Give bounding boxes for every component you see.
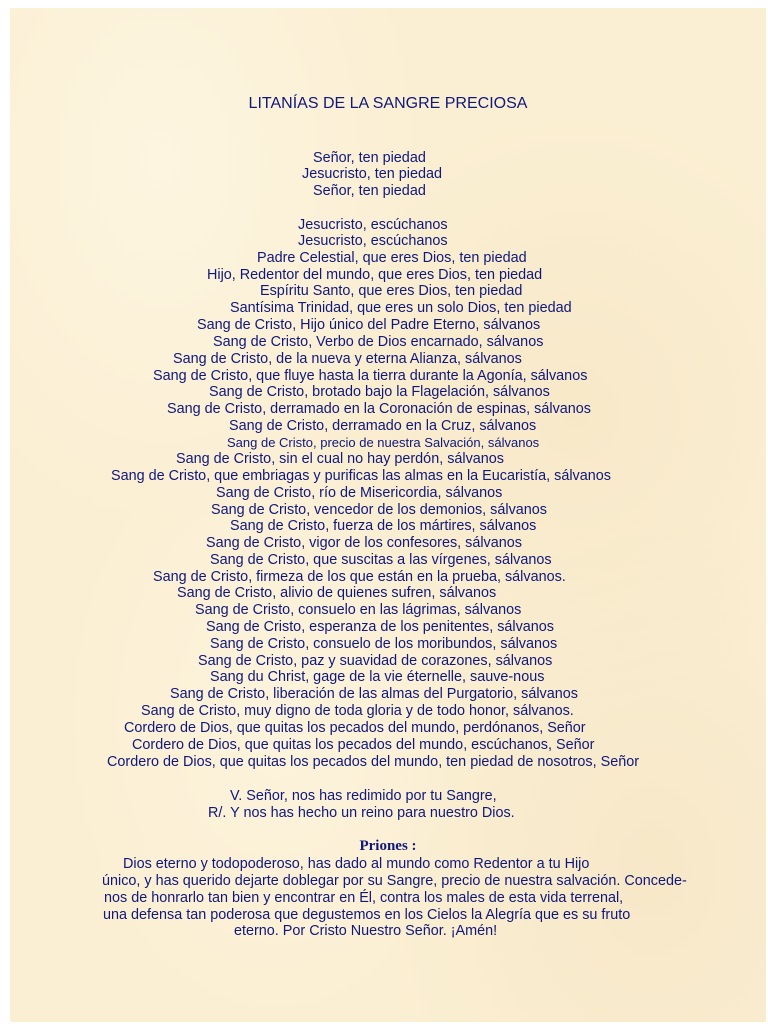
litany-line: Sang de Cristo, fuerza de los mártires, sálvanos bbox=[230, 518, 537, 534]
litany-line: Cordero de Dios, que quitas los pecados del mundo, perdónanos, Señor bbox=[124, 720, 586, 736]
litany-line: Sang de Cristo, muy digno de toda gloria y de todo honor, sálvanos. bbox=[141, 703, 574, 719]
litany-line: Sang de Cristo, alivio de quienes sufren, sálvanos bbox=[177, 585, 497, 601]
litany-line: Cordero de Dios, que quitas los pecados del mundo, ten piedad de nosotros, Señor bbox=[107, 754, 639, 770]
litany-line: Sang de Cristo, que embriagas y purificas las almas en la Eucaristía, sálvanos bbox=[111, 468, 611, 484]
litany-line: Sang de Cristo, firmeza de los que están en la prueba, sálvanos. bbox=[153, 569, 566, 585]
litany-line: Sang de Cristo, que fluye hasta la tierra durante la Agonía, sálvanos bbox=[153, 368, 588, 384]
litany-line: Señor, ten piedad bbox=[313, 150, 426, 166]
litany-line: Sang de Cristo, consuelo en las lágrimas, sálvanos bbox=[195, 602, 522, 618]
litany-line: Sang de Cristo, que suscitas a las vírgenes, sálvanos bbox=[210, 552, 552, 568]
litany-line: Sang de Cristo, precio de nuestra Salvación, sálvanos bbox=[227, 435, 540, 450]
prayer-heading: Priones : bbox=[359, 838, 417, 854]
litany-line: Padre Celestial, que eres Dios, ten piedad bbox=[257, 250, 527, 266]
prayer-line: eterno. Por Cristo Nuestro Señor. ¡Amén! bbox=[234, 923, 498, 939]
response-line: R/. Y nos has hecho un reino para nuestro Dios. bbox=[208, 805, 515, 821]
prayer-line: nos de honrarlo tan bien y encontrar en Él, contra los males de esta vida terrenal, bbox=[104, 890, 624, 906]
versicle-line: V. Señor, nos has redimido por tu Sangre, bbox=[230, 788, 497, 804]
document-title: LITANÍAS DE LA SANGRE PRECIOSA bbox=[248, 95, 528, 112]
litany-line: Jesucristo, escúchanos bbox=[298, 233, 448, 249]
litany-line: Santísima Trinidad, que eres un solo Dios, ten piedad bbox=[230, 300, 572, 316]
litany-line: Espíritu Santo, que eres Dios, ten piedad bbox=[260, 283, 523, 299]
litany-line: Sang de Cristo, sin el cual no hay perdón, sálvanos bbox=[176, 451, 504, 467]
litany-line: Sang de Cristo, liberación de las almas del Purgatorio, sálvanos bbox=[170, 686, 578, 702]
litany-line: Hijo, Redentor del mundo, que eres Dios, ten piedad bbox=[207, 267, 543, 283]
litany-line: Sang de Cristo, Verbo de Dios encarnado, sálvanos bbox=[213, 334, 544, 350]
litany-line: Sang de Cristo, vencedor de los demonios, sálvanos bbox=[211, 502, 547, 518]
litany-line: Jesucristo, escúchanos bbox=[298, 217, 448, 233]
litany-line: Sang de Cristo, brotado bajo la Flagelación, sálvanos bbox=[209, 384, 550, 400]
litany-line: Sang de Cristo, derramado en la Cruz, sálvanos bbox=[229, 418, 537, 434]
litany-line: Sang de Cristo, de la nueva y eterna Alianza, sálvanos bbox=[173, 351, 522, 367]
document-page bbox=[10, 8, 766, 1022]
litany-line: Sang de Cristo, consuelo de los moribundos, sálvanos bbox=[210, 636, 558, 652]
litany-line: Sang de Cristo, río de Misericordia, sálvanos bbox=[216, 485, 503, 501]
prayer-line: Dios eterno y todopoderoso, has dado al mundo como Redentor a tu Hijo bbox=[123, 856, 590, 872]
litany-line: Sang du Christ, gage de la vie éternelle, sauve-nous bbox=[210, 669, 545, 685]
litany-line: Sang de Cristo, paz y suavidad de corazones, sálvanos bbox=[198, 653, 553, 669]
litany-line: Sang de Cristo, Hijo único del Padre Eterno, sálvanos bbox=[197, 317, 541, 333]
litany-line: Sang de Cristo, derramado en la Coronación de espinas, sálvanos bbox=[167, 401, 591, 417]
litany-line: Sang de Cristo, esperanza de los penitentes, sálvanos bbox=[206, 619, 554, 635]
prayer-line: único, y has querido dejarte doblegar por su Sangre, precio de nuestra salvación. Concede- bbox=[102, 873, 687, 889]
litany-line: Jesucristo, ten piedad bbox=[302, 166, 442, 182]
prayer-line: una defensa tan poderosa que degustemos en los Cielos la Alegría que es su fruto bbox=[103, 907, 631, 923]
litany-line: Señor, ten piedad bbox=[313, 183, 426, 199]
litany-line: Cordero de Dios, que quitas los pecados del mundo, escúchanos, Señor bbox=[132, 737, 595, 753]
litany-line: Sang de Cristo, vigor de los confesores, sálvanos bbox=[206, 535, 522, 551]
